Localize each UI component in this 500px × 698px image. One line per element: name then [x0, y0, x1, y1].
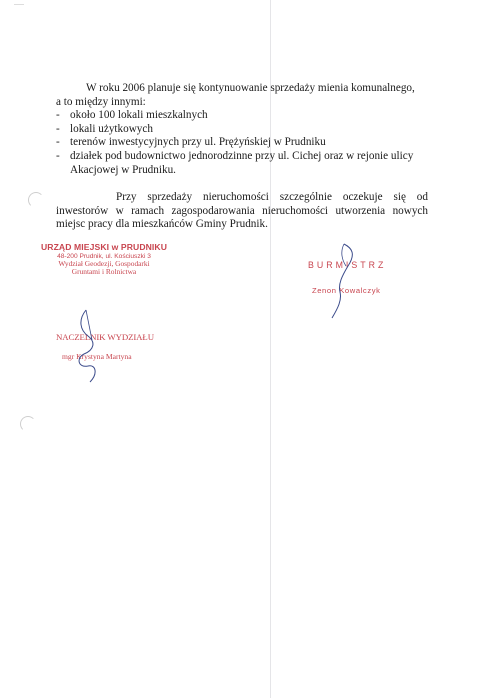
- scan-artifact: [14, 4, 24, 11]
- list-marker: -: [56, 109, 60, 122]
- punch-hole-mark: [28, 192, 44, 208]
- list-item-text: terenów inwestycyjnych przy ul. Prężyńskiej w Prudniku: [70, 136, 326, 149]
- list-item-text: około 100 lokali mieszkalnych: [70, 109, 208, 122]
- intro-paragraph: [56, 82, 428, 109]
- head-stamp-name: mgr Krystyna Martyna: [62, 352, 132, 361]
- office-stamp-line-4: Gruntami i Rolnictwa: [71, 267, 137, 277]
- mayor-stamp-title: BURMISTRZ: [308, 260, 387, 270]
- list-item: [56, 136, 428, 150]
- office-stamp-line-3: Wydział Geodezji, Gospodarki: [58, 259, 150, 268]
- list-marker: -: [56, 122, 60, 135]
- office-stamp-line-1: URZĄD MIEJSKI w PRUDNIKU: [40, 242, 168, 252]
- investors-paragraph: Przy sprzedaży nieruchomości szczególnie oczekuje się od inwestorów w ramach zagospodarowania nieruchomości utworzenia nowych miejsc pracy dla mieszkańców Gminy Prudnik.: [56, 191, 428, 231]
- list-marker: -: [56, 149, 60, 162]
- sale-items-list: [56, 109, 428, 177]
- intro-line-1: W roku 2006 planuje się kontynuowanie sprzedaży mienia komunalnego,: [86, 82, 415, 94]
- document-body: [56, 82, 428, 232]
- list-item-text: działek pod budownictwo jednorodzinne przy ul. Cichej oraz w rejonie ulicy Akacjowej w Prudniku.: [70, 149, 414, 176]
- list-item-text: lokali użytkowych: [70, 122, 153, 135]
- mayor-stamp: [308, 258, 388, 304]
- mayor-stamp-name: Zenon Kowalczyk: [312, 286, 381, 295]
- head-of-department-stamp: [54, 332, 164, 372]
- head-stamp-title: NACZELNIK WYDZIAŁU: [56, 332, 154, 342]
- office-stamp-line-2: 48-200 Prudnik, ul. Kościuszki 3: [57, 253, 151, 260]
- list-item: [56, 150, 428, 177]
- list-marker: -: [56, 136, 60, 149]
- intro-line-2: a to między innymi:: [56, 95, 146, 108]
- punch-hole-mark: [20, 416, 36, 432]
- office-stamp: [34, 242, 174, 277]
- list-item: [56, 123, 428, 137]
- list-item: [56, 109, 428, 123]
